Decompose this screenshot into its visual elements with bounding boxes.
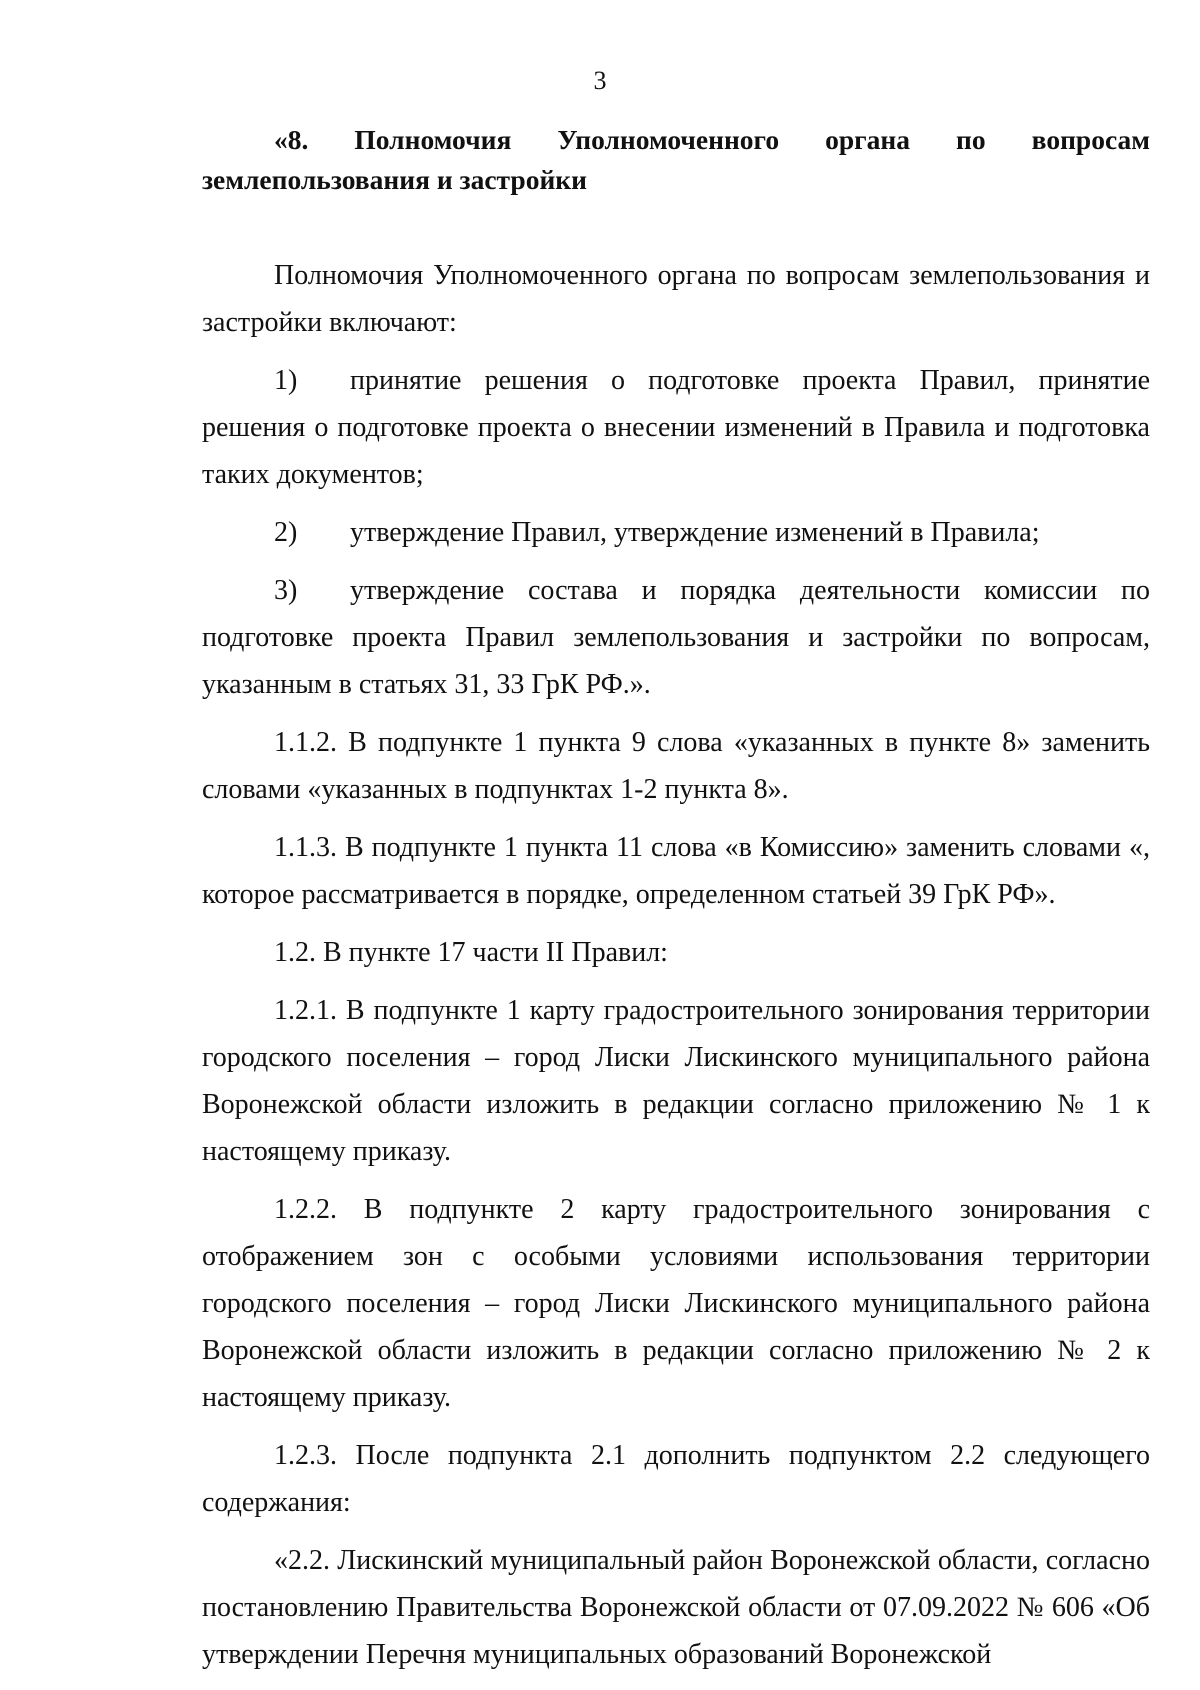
section-heading: «8. Полномочия Уполномоченного органа по вопросам землепользования и застройки [202,124,1150,195]
list-item-number: 1) [274,365,298,396]
paragraph-1-2-1: 1.2.1. В подпункте 1 карту градостроительного зонирования территории городского поселения – город Лиски Лискинского муниципального района Воронежской области изложить в редакции согласно приложению № 1 к настоящему приказу. [202,995,1150,1167]
list-item-text: утверждение Правил, утверждение изменений в Правила; [350,517,1040,548]
list-item [202,567,1150,708]
list-item-text: принятие решения о подготовке проекта Правил, принятие решения о подготовке проекта о внесении изменений в Правила и подготовка таких документов; [202,365,1150,490]
list-item-text: утверждение состава и порядка деятельности комиссии по подготовке проекта Правил землепользования и застройки по вопросам, указанным в статьях 31, 33 ГрК РФ.». [202,575,1150,700]
document-body [202,120,1150,1689]
list-item-number: 2) [274,517,298,548]
paragraph-1-2-3: 1.2.3. После подпункта 2.1 дополнить подпунктом 2.2 следующего содержания: [202,1440,1150,1518]
paragraph-1-2-2: 1.2.2. В подпункте 2 карту градостроительного зонирования с отображением зон с особыми условиями использования территории городского поселения – город Лиски Лискинского муниципального района Воронежской области изложить в редакции согласно приложению № 2 к настоящему приказу. [202,1194,1150,1413]
paragraph-1-2: 1.2. В пункте 17 части II Правил: [274,937,668,968]
page-number: 3 [593,66,607,95]
paragraph-1-1-2: 1.1.2. В подпункте 1 пункта 9 слова «указанных в пункте 8» заменить словами «указанных в подпунктах 1-2 пункта 8». [202,727,1150,805]
list-item [202,357,1150,498]
intro-paragraph: Полномочия Уполномоченного органа по вопросам землепользования и застройки включают: [202,260,1150,338]
list-item [202,509,1150,556]
paragraph-1-1-3: 1.1.3. В подпункте 1 пункта 11 слова «в Комиссию» заменить словами «, которое рассматривается в порядке, определенном статьей 39 ГрК РФ». [202,832,1150,910]
paragraph-2-2-quote: «2.2. Лискинский муниципальный район Воронежской области, согласно постановлению Правительства Воронежской области от 07.09.2022 № 606 «Об утверждении Перечня муниципальных образований Воронежской [202,1545,1150,1670]
list-item-number: 3) [274,575,298,606]
